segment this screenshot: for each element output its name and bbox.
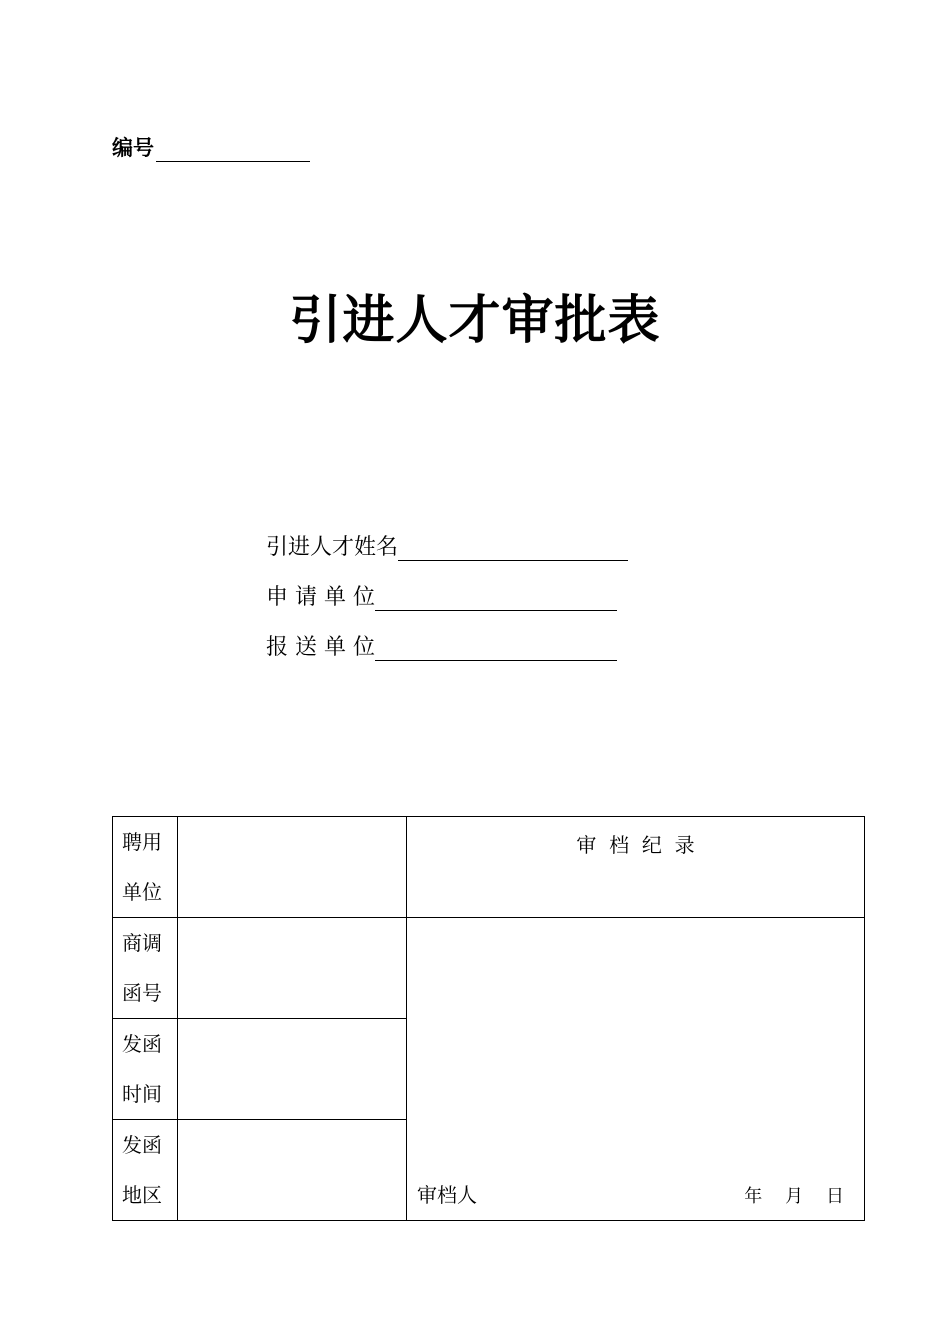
submitting-unit-field (266, 630, 617, 661)
transfer-letter-number-value-cell[interactable] (178, 918, 407, 1019)
serial-number-label: 编号 (112, 136, 154, 160)
talent-name-label: 引进人才姓名 (266, 535, 399, 560)
audit-record-header: 审 档 纪 录 (407, 817, 865, 918)
serial-number-blank[interactable] (156, 137, 310, 162)
send-region-value-cell[interactable] (178, 1120, 407, 1221)
audit-date-label: 年 月 日 (744, 1186, 844, 1207)
table-row (113, 918, 865, 1019)
talent-name-blank[interactable] (398, 534, 628, 561)
document-title: 引进人才审批表 (289, 291, 661, 351)
audit-record-body[interactable] (407, 918, 865, 1221)
talent-name-field (266, 530, 628, 561)
row-label-send-time: 发函 时间 (113, 1019, 178, 1120)
record-table (112, 816, 865, 1221)
serial-number-field (112, 132, 310, 162)
submitting-unit-label: 报 送 单 位 (266, 635, 375, 660)
row-label-employer: 聘用 单位 (113, 817, 178, 918)
applicant-unit-label: 申 请 单 位 (266, 585, 375, 610)
employer-value-cell[interactable] (178, 817, 407, 918)
row-label-send-region: 发函 地区 (113, 1120, 178, 1221)
auditor-label: 审档人 (417, 1183, 477, 1207)
table-row (113, 817, 865, 918)
applicant-unit-blank[interactable] (375, 584, 617, 611)
row-label-transfer-letter-number: 商调 函号 (113, 918, 178, 1019)
submitting-unit-blank[interactable] (375, 634, 617, 661)
applicant-unit-field (266, 580, 617, 611)
send-time-value-cell[interactable] (178, 1019, 407, 1120)
